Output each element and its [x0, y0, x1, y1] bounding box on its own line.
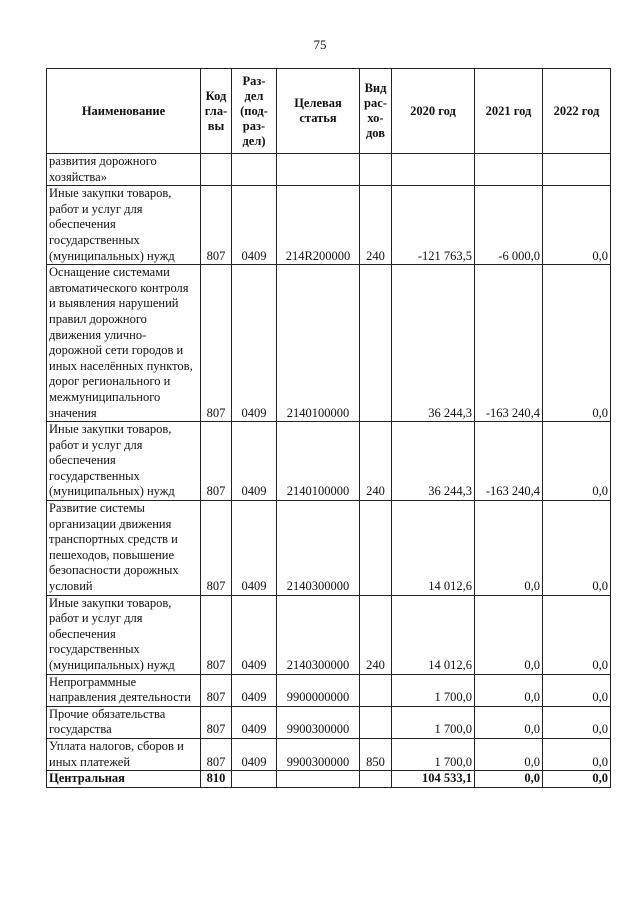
- page-number: 75: [313, 37, 327, 52]
- cell-type: [360, 265, 392, 422]
- cell-2020: [392, 154, 475, 186]
- cell-section: 0409: [232, 186, 277, 265]
- cell-section: 0409: [232, 501, 277, 596]
- cell-2022: 0,0: [543, 706, 611, 738]
- table-row: [47, 265, 611, 422]
- cell-article: 9900300000: [277, 706, 360, 738]
- table-header-row: [47, 69, 611, 154]
- cell-2020: 36 244,3: [392, 422, 475, 501]
- table-row: [47, 422, 611, 501]
- cell-code: 807: [201, 738, 232, 770]
- table-row: [47, 595, 611, 674]
- header-name: Наименование: [47, 69, 201, 154]
- cell-name: Развитие системы организации движения транспортных средств и пешеходов, повышение безопасности дорожных условий: [47, 501, 201, 596]
- table-row-total: [47, 771, 611, 788]
- cell-code: 807: [201, 501, 232, 596]
- table-row: [47, 738, 611, 770]
- cell-type: 240: [360, 422, 392, 501]
- cell-2020: -121 763,5: [392, 186, 475, 265]
- cell-section: 0409: [232, 738, 277, 770]
- cell-code: 810: [201, 771, 232, 788]
- cell-section: [232, 771, 277, 788]
- cell-article: 2140300000: [277, 501, 360, 596]
- header-type: Вид рас- хо- дов: [360, 69, 392, 154]
- cell-2021: -6 000,0: [475, 186, 543, 265]
- cell-2020: 1 700,0: [392, 706, 475, 738]
- cell-article: [277, 154, 360, 186]
- table-row: [47, 674, 611, 706]
- cell-name: развития дорожного хозяйства»: [47, 154, 201, 186]
- cell-2020: 14 012,6: [392, 501, 475, 596]
- cell-2022: 0,0: [543, 771, 611, 788]
- cell-name: Непрограммные направления деятельности: [47, 674, 201, 706]
- cell-2020: 14 012,6: [392, 595, 475, 674]
- cell-section: 0409: [232, 265, 277, 422]
- header-2020: 2020 год: [392, 69, 475, 154]
- cell-article: 9900000000: [277, 674, 360, 706]
- cell-article: 214R200000: [277, 186, 360, 265]
- header-section: Раз- дел (под- раз- дел): [232, 69, 277, 154]
- cell-2021: 0,0: [475, 706, 543, 738]
- cell-2021: 0,0: [475, 501, 543, 596]
- cell-type: [360, 706, 392, 738]
- cell-type: [360, 501, 392, 596]
- cell-code: [201, 154, 232, 186]
- cell-section: [232, 154, 277, 186]
- cell-2022: 0,0: [543, 674, 611, 706]
- cell-name: Прочие обязательства государства: [47, 706, 201, 738]
- cell-code: 807: [201, 422, 232, 501]
- cell-section: 0409: [232, 422, 277, 501]
- cell-2020: 104 533,1: [392, 771, 475, 788]
- cell-type: 240: [360, 595, 392, 674]
- cell-type: 850: [360, 738, 392, 770]
- table-row: [47, 154, 611, 186]
- cell-2022: 0,0: [543, 186, 611, 265]
- cell-2020: 36 244,3: [392, 265, 475, 422]
- header-2021: 2021 год: [475, 69, 543, 154]
- cell-type: [360, 154, 392, 186]
- cell-section: 0409: [232, 595, 277, 674]
- cell-2022: 0,0: [543, 738, 611, 770]
- cell-code: 807: [201, 595, 232, 674]
- cell-2021: [475, 154, 543, 186]
- cell-2022: 0,0: [543, 595, 611, 674]
- cell-2020: 1 700,0: [392, 738, 475, 770]
- cell-section: 0409: [232, 706, 277, 738]
- cell-name: Оснащение системами автоматического контроля и выявления нарушений правил дорожного движения улично-дорожной сети городов и иных населённых пунктов, дорог регионального и межмуниципального значения: [47, 265, 201, 422]
- cell-2022: 0,0: [543, 265, 611, 422]
- table-row: [47, 501, 611, 596]
- budget-table: [46, 68, 611, 788]
- cell-code: 807: [201, 674, 232, 706]
- cell-name: Центральная: [47, 771, 201, 788]
- cell-type: [360, 674, 392, 706]
- cell-type: [360, 771, 392, 788]
- cell-2021: -163 240,4: [475, 422, 543, 501]
- cell-2021: 0,0: [475, 595, 543, 674]
- cell-code: 807: [201, 265, 232, 422]
- cell-code: 807: [201, 186, 232, 265]
- header-code: Код гла- вы: [201, 69, 232, 154]
- table-row: [47, 186, 611, 265]
- cell-2020: 1 700,0: [392, 674, 475, 706]
- cell-article: 2140100000: [277, 265, 360, 422]
- cell-2022: 0,0: [543, 422, 611, 501]
- cell-article: 2140300000: [277, 595, 360, 674]
- cell-code: 807: [201, 706, 232, 738]
- cell-name: Иные закупки товаров, работ и услуг для обеспечения государственных (муниципальных) нужд: [47, 422, 201, 501]
- cell-article: 9900300000: [277, 738, 360, 770]
- header-2022: 2022 год: [543, 69, 611, 154]
- cell-2022: 0,0: [543, 501, 611, 596]
- cell-2021: 0,0: [475, 738, 543, 770]
- cell-2021: -163 240,4: [475, 265, 543, 422]
- cell-type: 240: [360, 186, 392, 265]
- cell-section: 0409: [232, 674, 277, 706]
- cell-2022: [543, 154, 611, 186]
- cell-2021: 0,0: [475, 771, 543, 788]
- cell-2021: 0,0: [475, 674, 543, 706]
- cell-article: 2140100000: [277, 422, 360, 501]
- cell-name: Уплата налогов, сборов и иных платежей: [47, 738, 201, 770]
- cell-name: Иные закупки товаров, работ и услуг для обеспечения государственных (муниципальных) нужд: [47, 595, 201, 674]
- cell-name: Иные закупки товаров, работ и услуг для обеспечения государственных (муниципальных) нужд: [47, 186, 201, 265]
- header-article: Целевая статья: [277, 69, 360, 154]
- cell-article: [277, 771, 360, 788]
- table-row: [47, 706, 611, 738]
